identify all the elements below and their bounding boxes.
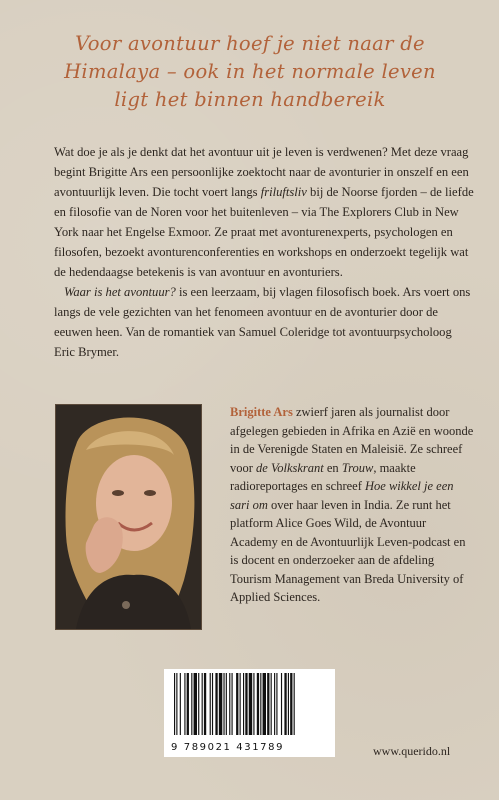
bio-text: en [323,460,342,475]
tagline [30,30,470,114]
isbn-number: 9 789021 431789 [171,742,285,753]
description-text: is een leerzaam, bij vlagen filosofisch boek. Ars voert ons langs de vele gezichten van het fenomeen avontuur en de avonturier door de eeuwen heen. Van de romantiek van Samuel Coleridge tot avontuurpsycholoog Eric Brymer. [54,285,471,359]
book-title-italic: Waar is het avontuur? [64,285,176,299]
description-paragraph-1 [54,142,474,282]
barcode-bars [164,669,335,741]
description-italic-term: friluftsliv [260,185,307,199]
bio-italic-newspaper: de Volkskrant [256,460,324,475]
description-text: bij de Noorse fjorden – de liefde en filosofie van de Noren voor het buitenleven – via The Explorers Club in New York naar het Engelse Exmoor. Ze praat met avonturenexperts, psychologen en filosofen, bezoekt avonturenconferenties en workshops en onderzoekt tegelijk wat de hedendaagse betekenis is van avontuur en avonturiers. [54,185,474,279]
bio-text: over haar leven in India. Ze runt het platform Alice Goes Wild, de Avontuur Academy en de Avontuurlijk Leven-podcast en is docent en onderzoeker aan de afdeling Tourism Management van Breda University of Applied Sciences. [230,497,466,604]
bio-text: zwierf jaren als journalist door afgelegen gebieden in Afrika en Azië en woonde in de Verenigde Staten en Maleisië. Ze schreef voor [230,405,474,475]
author-bio [230,403,475,607]
book-description [54,142,474,362]
description-paragraph-2 [54,282,474,362]
bio-text: , maakte radioreportages en schreef [230,460,416,493]
tagline-line-3: ligt het binnen handbereik [114,88,386,111]
author-photo [55,404,202,630]
bio-italic-book-title: Hoe wikkel je een sari om [230,479,454,512]
tagline-line-1: Voor avontuur hoef je niet naar de [75,32,425,55]
publisher-website: www.querido.nl [373,744,451,758]
bio-italic-newspaper: Trouw [341,460,374,475]
description-text: Wat doe je als je denkt dat het avontuur uit je leven is verdwenen? Met deze vraag begint Brigitte Ars een persoonlijke zoektocht naar de avonturier in onszelf en een avontuurlijk leven. Die tocht voert langs [54,145,469,199]
tagline-line-2: Himalaya – ook in het normale leven [64,60,436,83]
author-name: Brigitte Ars [230,405,293,419]
